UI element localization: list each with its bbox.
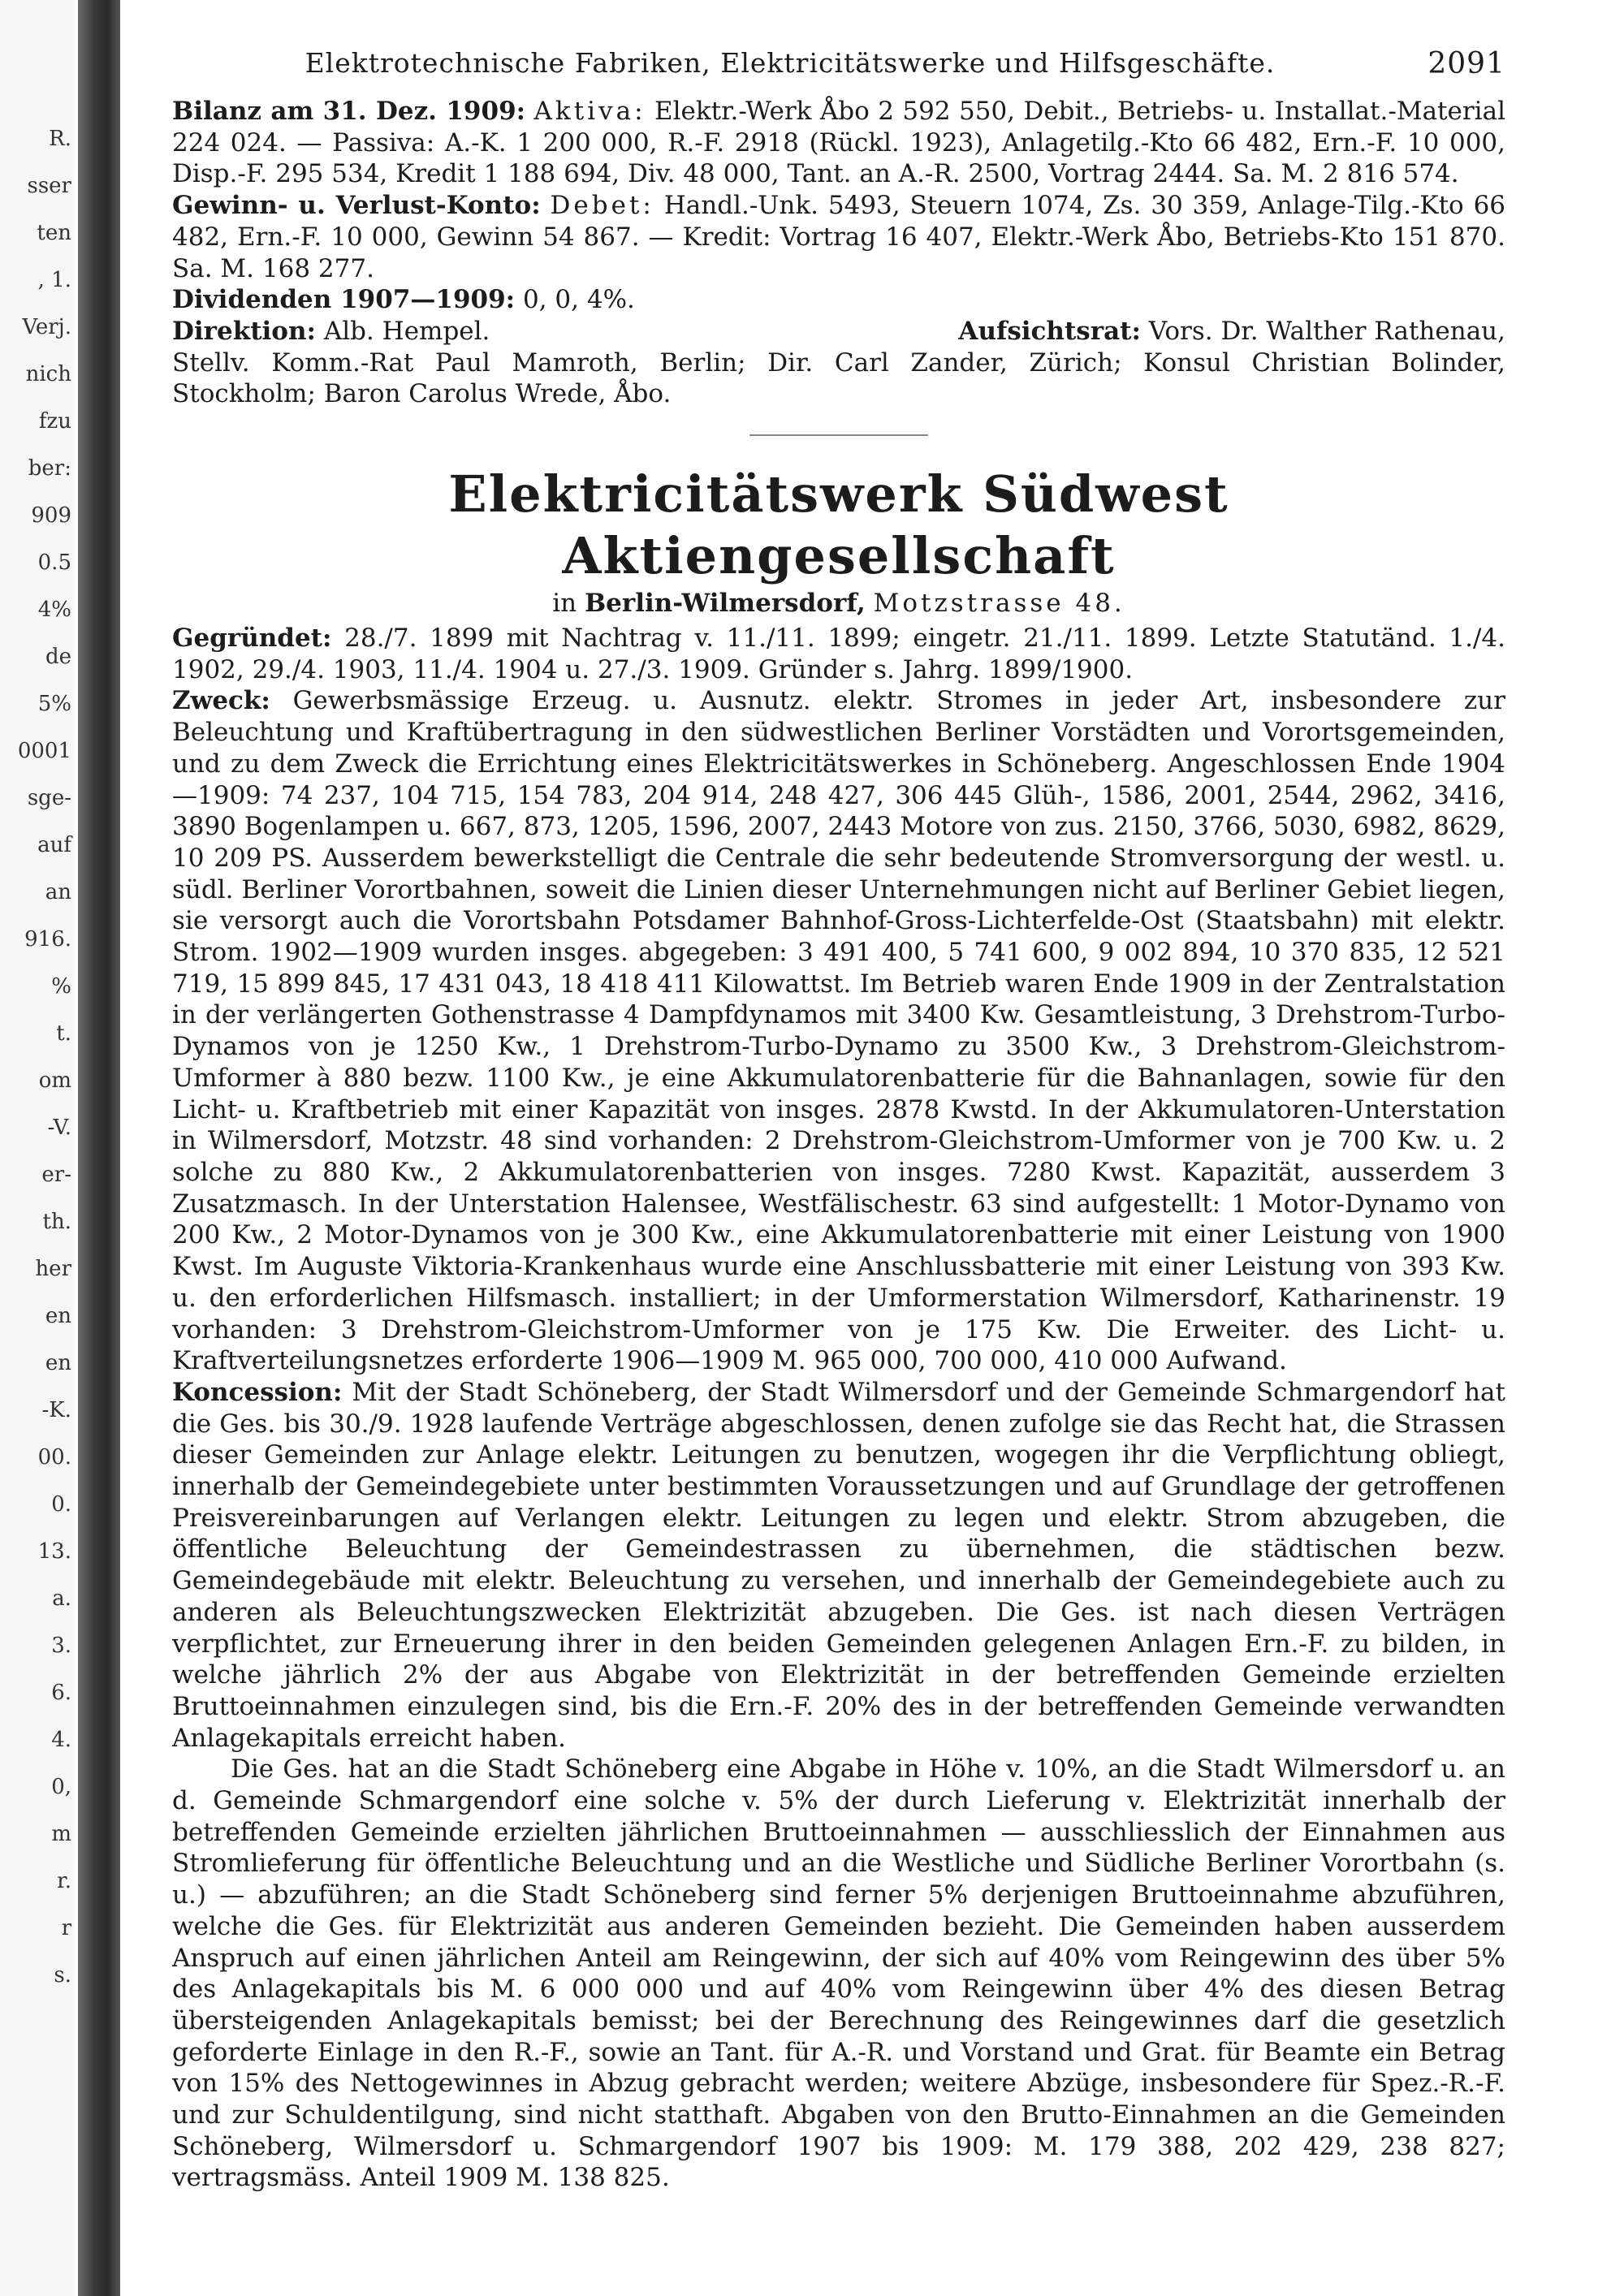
margin-fragment: a. [52, 1586, 71, 1611]
abgabe-paragraph: Die Ges. hat an die Stadt Schöneberg eine Abgabe in Höhe v. 10%, an die Stadt Wilmersdorf u. an d. Gemeinde Schmargendorf eine solche v. 5% der durch Lieferung v. Elektrizität innerhalb der betreffenden Gemeinde erzielten jährlichen Bruttoeinnahmen — ausschliesslich der Einnahmen aus Stromlieferung für öffentliche Beleuchtung und an die Westliche und Südliche Berliner Vorortbahn (s. u.) — abzuführen; an die Stadt Schöneberg sind ferner 5% derjenigen Bruttoeinnahme abzuführen, welche die Ges. für Elektrizität aus anderen Gemeinden bezieht. Die Gemeinden haben ausserdem Anspruch auf einen jährlichen Anteil am Reingewinn, der sich auf 40% vom Reingewinn des über 5% des Anlagekapitals bis M. 6 000 000 und auf 40% vom Reingewinn über 4% des diesen Betrag übersteigenden Anlagekapitals bemisst; bei der Berechnung des Reingewinnes darf die gesetzlich geforderte Einlage in den R.-F., sowie an Tant. für A.-R. und Vorstand und Grat. für Beamte ein Betrag von 15% des Nettogewinnes in Abzug gebracht werden; weitere Abzüge, insbesondere für Spez.-R.-F. und zur Schuldentilgung, sind nicht statthaft. Abgaben von den Brutto-Einnahmen an die Gemeinden Schöneberg, Wilmersdorf u. Schmargendorf 1907 bis 1909: M. 179 388, 202 429, 238 827; vertragsmäss. Anteil 1909 M. 138 825. [172, 1754, 1505, 2193]
section-divider [749, 434, 928, 436]
running-head [172, 47, 1505, 88]
margin-fragment: om [38, 1068, 71, 1093]
company-title: Elektricitätswerk Südwest Aktiengesellschaft [448, 464, 1229, 586]
guv-text: Handl.-Unk. 5493, Steuern 1074, Zs. 30 359, Anlage-Tilg.-Kto 66 482, Ern.-F. 10 000, Gewinn 54 867. — Kredit: Vortrag 16 407, Elektr.-Werk Åbo, Betriebs-Kto 151 870. Sa. M. 168 277. [172, 191, 1506, 283]
page-number: 2091 [1427, 47, 1505, 80]
margin-fragment: er- [41, 1163, 71, 1187]
bilanz-text: Elektr.-Werk Åbo 2 592 550, Debit., Betriebs- u. Installat.-Material 224 024. — Passiva: A.-K. 1 200 000, R.-F. 2918 (Rückl. 1923), Anlagetilg.-Kto 66 482, Ern.-F. 10 000, Disp.-F. 295 534, Kredit 1 188 694, Div. 48 000, Tant. an A.-R. 2500, Vortrag 2444. Sa. M. 2 816 574. [172, 97, 1505, 189]
previous-entry [172, 96, 1505, 410]
margin-fragment: 6. [51, 1681, 71, 1705]
dividenden-label: Dividenden 1907—1909: [172, 285, 516, 315]
zweck-paragraph [172, 685, 1505, 1376]
gegruendet-paragraph [172, 623, 1505, 685]
aufsichtsrat-continuation: Stellv. Komm.-Rat Paul Mamroth, Berlin; Dir. Carl Zander, Zürich; Konsul Christian Bolinder, Stockholm; Baron Carolus Wrede, Åbo. [172, 347, 1505, 409]
margin-fragment: ber: [28, 456, 71, 481]
margin-fragment: an [45, 880, 71, 904]
direktion-aufsichtsrat-row [172, 316, 1505, 347]
margin-fragment: 00. [37, 1445, 71, 1470]
margin-fragment: 4. [51, 1728, 71, 1752]
margin-fragment: 0001 [17, 739, 71, 763]
margin-fragment: ten [37, 221, 71, 245]
margin-fragment: -V. [47, 1116, 71, 1140]
margin-fragment: -K. [41, 1398, 71, 1422]
margin-fragment: her [35, 1257, 71, 1281]
margin-fragment: sge- [27, 786, 71, 810]
gegruendet-label: Gegründet: [172, 624, 332, 654]
koncession-paragraph [172, 1377, 1505, 1754]
margin-fragment: , 1. [37, 268, 71, 292]
book-spine-shadow [78, 0, 120, 2296]
margin-fragment: auf [37, 833, 71, 857]
koncession-label: Koncession: [172, 1377, 343, 1407]
location-prefix: in [552, 589, 577, 619]
margin-fragment: s. [54, 1963, 71, 1987]
margin-fragment: m [51, 1822, 71, 1846]
margin-fragment: 916. [24, 927, 71, 952]
aufsichtsrat-text-1: Vors. Dr. Walther Rathenau, [1148, 316, 1505, 346]
margin-fragment: r. [57, 1869, 71, 1893]
aktiva-label: Aktiva: [533, 97, 646, 126]
margin-fragment: r [61, 1916, 71, 1940]
margin-fragment: t. [56, 1021, 71, 1046]
bilanz-paragraph [172, 96, 1505, 190]
margin-fragment: 0, [51, 1775, 71, 1799]
koncession-text: Mit der Stadt Schöneberg, der Stadt Wilmersdorf und der Gemeinde Schmargendorf hat die Ges. bis 30./9. 1928 laufende Verträge abgeschlossen, denen zufolge sie das Recht hat, die Strassen dieser Gemeinden zur Anlage elektr. Leitungen zu benutzen, wogegen ihr die Verpflichtung obliegt, innerhalb der Gemeindegebiete unter bestimmten Voraussetzungen und auf Grundlage der getroffenen Preisvereinbarungen auf Verlangen elektr. Leitungen zu legen und elektr. Strom abzugeben, die öffentliche Beleuchtung der Gemeindestrassen zu übernehmen, die städtischen bezw. Gemeindegebäude mit elektr. Beleuchtung zu versehen, und innerhalb der Gemeindegebiete auch zu anderen als Beleuchtungszwecken Elektrizität abzugeben. Die Ges. ist nach diesen Verträgen verpflichtet, zur Erneuerung ihrer in den beiden Gemeinden gelegenen Anlagen Ern.-F. zu bilden, in welche jährlich 2% der aus Abgabe von Elektrizität in der betreffenden Gemeinde erzielten Bruttoeinnahmen einzulegen sind, bis die Ern.-F. 20% des in der betreffenden Gemeinde verwandten Anlagekapitals erreicht haben. [172, 1377, 1505, 1753]
company-entry [172, 464, 1505, 2194]
margin-fragment: en [45, 1351, 71, 1375]
adjacent-page-margin [0, 0, 75, 2296]
margin-fragment: de [45, 645, 71, 669]
guv-paragraph [172, 190, 1505, 284]
debet-label: Debet: [550, 191, 654, 221]
gegruendet-text: 28./7. 1899 mit Nachtrag v. 11./11. 1899; eingetr. 21./11. 1899. Letzte Statutänd. 1./4. 1902, 29./4. 1903, 11./4. 1904 u. 27./3. 1909. Gründer s. Jahrg. 1899/1900. [172, 624, 1505, 684]
aufsichtsrat-block [958, 316, 1505, 347]
aufsichtsrat-label: Aufsichtsrat: [958, 316, 1141, 346]
direktion-text: Alb. Hempel. [323, 316, 490, 346]
margin-fragment: Verj. [22, 315, 71, 339]
bilanz-label: Bilanz am 31. Dez. 1909: [172, 97, 526, 126]
margin-fragment: th. [42, 1210, 71, 1234]
company-location [172, 587, 1505, 619]
margin-fragment: 5% [37, 692, 71, 716]
margin-fragment: en [45, 1304, 71, 1328]
running-head-title: Elektrotechnische Fabriken, Elektricitätswerke und Hilfsgeschäfte. [304, 47, 1276, 79]
location-place: Berlin-Wilmersdorf, [584, 589, 866, 619]
margin-fragment: 13. [37, 1539, 71, 1564]
margin-fragment: % [51, 974, 71, 999]
margin-fragment: sser [27, 174, 71, 198]
page-content [172, 47, 1505, 2194]
zweck-text: Gewerbsmässige Erzeug. u. Ausnutz. elektr. Stromes in jeder Art, insbesondere zur Beleuchtung und Kraftübertragung in den südwestlichen Berliner Vorstädten und Vorortsgemeinden, und zu dem Zweck die Errichtung eines Elektricitätswerkes in Schöneberg. Angeschlossen Ende 1904—1909: 74 237, 104 715, 154 783, 204 914, 248 427, 306 445 Glüh-, 1586, 2001, 2544, 2962, 3416, 3890 Bogenlampen u. 667, 873, 1205, 1596, 2007, 2443 Motore von zus. 2150, 3766, 5030, 6982, 8629, 10 209 PS. Ausserdem bewerkstelligt die Centrale die sehr bedeutende Stromversorgung der westl. u. südl. Berliner Vorortbahnen, soweit die Linien dieser Unternehmungen nicht auf Berliner Gebiet liegen, sie versorgt auch die Vorortsbahn Potsdamer Bahnhof-Gross-Lichterfelde-Ost (Staatsbahn) mit elektr. Strom. 1902—1909 wurden insges. abgegeben: 3 491 400, 5 741 600, 9 002 894, 10 370 835, 12 521 719, 15 899 845, 17 431 043, 18 418 411 Kilowattst. Im Betrieb waren Ende 1909 in der Zentralstation in der verlängerten Gothenstrasse 4 Dampfdynamos mit 3400 Kw. Gesamtleistung, 3 Drehstrom-Turbo-Dynamos von je 1250 Kw., 1 Drehstrom-Turbo-Dynamo zu 3500 Kw., 3 Drehstrom-Gleichstrom-Umformer à 880 bezw. 1100 Kw., je eine Akkumulatorenbatterie für die Bahnanlagen, sowie für den Licht- u. Kraftbetrieb mit einer Kapazität von insges. 2878 Kwstd. In der Akkumulatoren-Unterstation in Wilmersdorf, Motzstr. 48 sind vorhanden: 2 Drehstrom-Gleichstrom-Umformer von je 700 Kw. u. 2 solche zu 880 Kw., 2 Akkumulatorenbatterien von insges. 7280 Kwst. Kapazität, ausserdem 3 Zusatzmasch. In der Unterstation Halensee, Westfälischestr. 63 sind aufgestellt: 1 Motor-Dynamo von 200 Kw., 2 Motor-Dynamos von je 300 Kw., eine Akkumulatorenbatterie mit einer Leistung von 1900 Kwst. Im Auguste Viktoria-Krankenhaus wurde eine Anschlussbatterie mit einer Leistung von 393 Kw. u. den erforderlichen Hilfsmasch. installiert; in der Umformerstation Wilmersdorf, Katharinenstr. 19 vorhanden: 3 Drehstrom-Gleichstrom-Umformer von je 175 Kw. Die Erweiter. des Licht- u. Kraftverteilungsnetzes erforderte 1906—1909 M. 965 000, 700 000, 410 000 Aufwand. [172, 686, 1505, 1376]
dividenden-text: 0, 0, 4%. [522, 285, 635, 315]
margin-fragment: R. [49, 127, 71, 151]
margin-fragment: 0. [51, 1492, 71, 1517]
margin-fragment: fzu [38, 409, 71, 434]
direktion-block [172, 316, 490, 347]
margin-fragment: 3. [51, 1634, 71, 1658]
margin-fragment: 909 [31, 503, 71, 528]
margin-fragment: 0.5 [37, 550, 71, 575]
zweck-label: Zweck: [172, 686, 270, 716]
margin-fragment: nich [25, 362, 71, 386]
margin-fragment: 4% [37, 598, 71, 622]
location-address: Motzstrasse 48. [873, 589, 1125, 619]
dividenden-paragraph [172, 284, 1505, 316]
document-page [123, 0, 1624, 2296]
direktion-label: Direktion: [172, 316, 316, 346]
guv-label: Gewinn- u. Verlust-Konto: [172, 191, 541, 221]
